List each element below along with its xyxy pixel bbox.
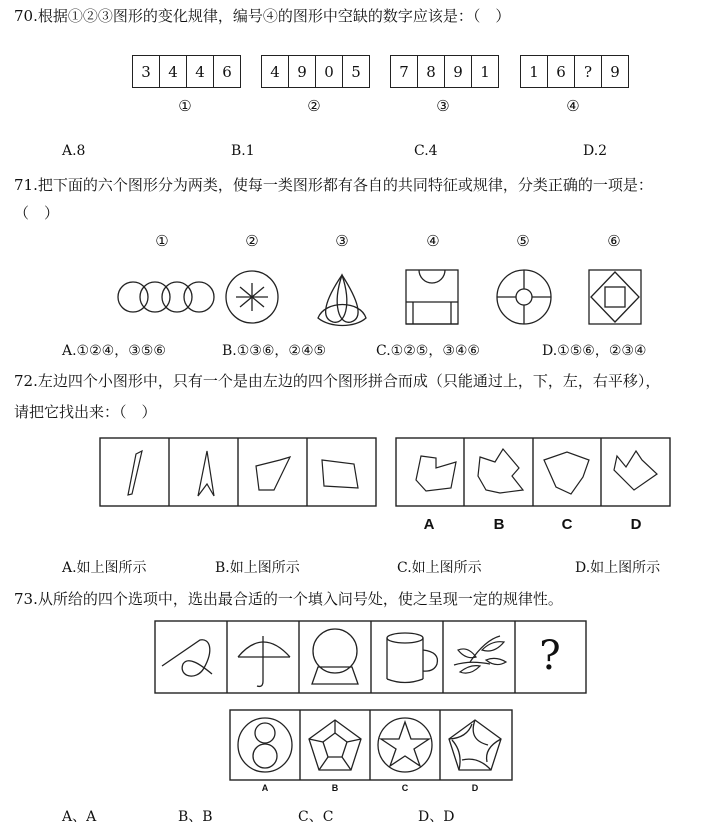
- q72-label-d: D: [630, 516, 642, 533]
- q70-option-c[interactable]: C.4: [414, 143, 438, 159]
- q72-option-b[interactable]: B.如上图所示: [215, 560, 300, 576]
- option-a-shape: [416, 456, 456, 491]
- q72-option-d[interactable]: D.如上图所示: [575, 560, 661, 576]
- q70-option-b[interactable]: B.1: [231, 143, 255, 159]
- q72-label-c: C: [561, 516, 573, 533]
- q73-option-a[interactable]: A、A: [62, 809, 97, 825]
- piece-3: [256, 457, 290, 490]
- q73-label-b: B: [331, 783, 339, 793]
- q72-option-c[interactable]: C.如上图所示: [397, 560, 482, 576]
- mug-figure: [387, 633, 437, 683]
- rings-figure: [118, 282, 214, 312]
- q72-text: 72.左边四个小图形中，只有一个是由左边的四个图形拼合而成（只能通过上，下，左，右平移），: [14, 372, 661, 390]
- q70-cell: 9: [601, 56, 628, 87]
- option-b-figure: [309, 720, 361, 770]
- leaves-figure: [454, 636, 506, 673]
- q70-cell: 3: [141, 62, 151, 81]
- option-a-figure: [238, 718, 292, 772]
- q70-text: 70.根据①②③图形的变化规律，编号④的图形中空缺的数字应该是：（ ）: [14, 7, 511, 25]
- q72-text-cont: 请把它找出来：（ ）: [14, 403, 157, 421]
- q70-group-3: [390, 55, 499, 88]
- q70-cell: 6: [547, 56, 574, 87]
- q70-group-1: [132, 55, 241, 88]
- option-b-shape: [478, 449, 523, 493]
- q70-cell: 7: [399, 62, 409, 81]
- q71-text-cont: （ ）: [14, 204, 60, 222]
- option-d-figure: [449, 720, 501, 770]
- q71-label-4: ④: [426, 232, 440, 250]
- q70-group-2: [261, 55, 370, 88]
- q70-cell: 9: [444, 56, 471, 87]
- q71-option-c[interactable]: C.①②⑤，③④⑥: [376, 343, 480, 359]
- option-c-figure: [378, 718, 432, 772]
- q72-option-a[interactable]: A.如上图所示: [62, 560, 147, 576]
- q71-text: 71.把下面的六个图形分为两类，使每一类图形都有各自的共同特征或规律，分类正确的一项是：: [14, 176, 653, 194]
- q71-label-3: ③: [335, 232, 349, 250]
- q70-cell: ?: [574, 56, 601, 87]
- nested-squares-figure: [589, 270, 641, 324]
- q70-cell: 4: [270, 62, 280, 81]
- q70-cell: 4: [186, 56, 213, 87]
- option-d-shape: [614, 451, 657, 490]
- q72-label-b: B: [493, 516, 505, 533]
- q70-option-d[interactable]: D.2: [583, 143, 608, 159]
- q73-label-d: D: [471, 783, 479, 793]
- q71-option-a[interactable]: A.①②④，③⑤⑥: [62, 343, 166, 359]
- q73-label-c: C: [401, 783, 409, 793]
- q70-group-4: [520, 55, 629, 88]
- q73-option-c[interactable]: C、C: [298, 809, 334, 825]
- q70-cell: 1: [471, 56, 498, 87]
- q70-cell: 9: [288, 56, 315, 87]
- q73-question-mark: ?: [539, 633, 561, 679]
- q70-label-1: ①: [178, 97, 192, 115]
- umbrella-figure: [238, 636, 290, 686]
- asterisk-circle-figure: [226, 271, 278, 323]
- q73-text: 73.从所给的四个选项中，选出最合适的一个填入问号处，使之呈现一定的规律性。: [14, 590, 563, 608]
- q73-option-b[interactable]: B、B: [178, 809, 213, 825]
- q70-label-4: ④: [566, 97, 580, 115]
- q70-label-3: ③: [436, 97, 450, 115]
- q70-option-a[interactable]: A.8: [62, 143, 86, 159]
- q70-cell: 6: [213, 56, 240, 87]
- q70-cell: 0: [315, 56, 342, 87]
- q71-option-d[interactable]: D.①⑤⑥，②③④: [542, 343, 647, 359]
- piece-2: [198, 451, 214, 496]
- court-figure: [406, 270, 458, 324]
- q73-label-a: A: [261, 783, 269, 793]
- q70-cell: 5: [342, 56, 369, 87]
- q73-option-d[interactable]: D、D: [418, 809, 455, 825]
- q70-cell: 1: [529, 62, 539, 81]
- q71-label-1: ①: [155, 232, 169, 250]
- q71-label-2: ②: [245, 232, 259, 250]
- crystal-ball-figure: [312, 629, 358, 684]
- q70-cell: 8: [417, 56, 444, 87]
- q71-option-b[interactable]: B.①③⑥，②④⑤: [222, 343, 327, 359]
- q70-cell: 4: [159, 56, 186, 87]
- trefoil-figure: [318, 275, 366, 326]
- q71-label-5: ⑤: [516, 232, 530, 250]
- option-c-shape: [544, 452, 589, 494]
- target-figure: [497, 270, 551, 324]
- q71-label-6: ⑥: [607, 232, 621, 250]
- piece-1: [128, 451, 142, 495]
- piece-4: [322, 460, 358, 488]
- q70-label-2: ②: [307, 97, 321, 115]
- scribble-figure: [162, 640, 212, 676]
- q72-label-a: A: [423, 516, 435, 533]
